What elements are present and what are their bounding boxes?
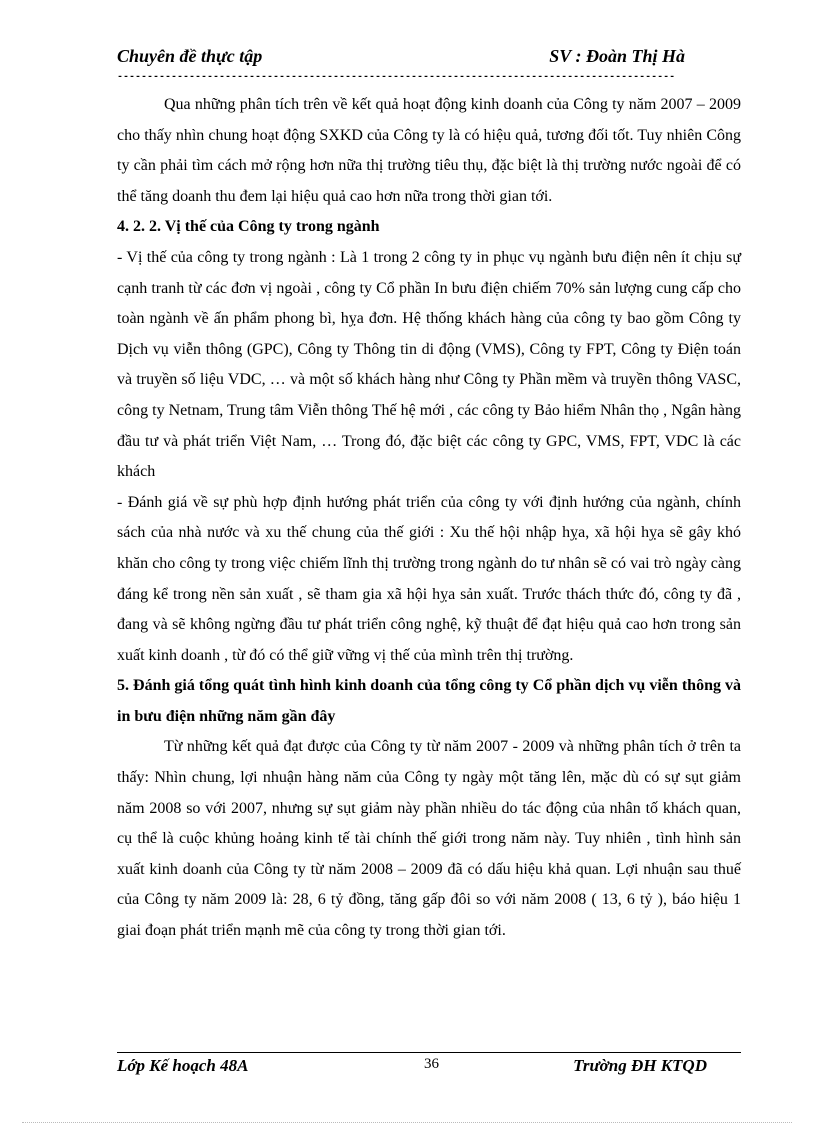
document-page <box>117 46 741 1086</box>
header-title: Chuyên đề thực tập <box>117 46 263 66</box>
footer-rule <box>117 1052 741 1053</box>
page-number: 36 <box>424 1056 439 1072</box>
paragraph-orientation-assessment: - Đánh giá về sự phù hợp định hướng phát triển của công ty với định hướng của ngành, chính sách của nhà nước và xu thế chung của thế giới : Xu thế hội nhập hỵa, xã hội hỵa sẽ gây khó khăn cho công ty trong việc chiếm lĩnh thị trường trong ngành do tư nhân sẽ có vai trò ngày càng đáng kể trong nền sản xuất , sẽ tham gia xã hội hỵa sản xuất. Trước thách thức đó, công ty đã , đang và sẽ không ngừng đầu tư phát triển công nghệ, kỹ thuật để đạt hiệu quả cao hơn trong sản xuất kinh doanh , từ đó có thể giữ vững vị thế của mình trên thị trường. <box>117 493 741 664</box>
section-heading-4-2-2: 4. 2. 2. Vị thế của Công ty trong ngành <box>117 218 380 236</box>
footer-class: Lớp Kế hoạch 48A <box>117 1056 249 1075</box>
page-footer <box>117 1056 707 1078</box>
paragraph-company-position: - Vị thế của công ty trong ngành : Là 1 trong 2 công ty in phục vụ ngành bưu điện nên ít chịu sự cạnh tranh từ các đơn vị ngoài , công ty Cổ phần In bưu điện chiếm 70% sản lượng cung cấp cho toàn ngành về ấn phẩm phong bì, hỵa đơn. Hệ thống khách hàng của công ty bao gồm Công ty Dịch vụ viễn thông (GPC), Công ty Thông tin di động (VMS), Công ty FPT, Công ty Điện toán và truyền số liệu VDC, … và một số khách hàng như Công ty Phần mềm và truyền thông VASC, công ty Netnam, Trung tâm Viễn thông Thế hệ mới , các công ty Bảo hiểm Nhân thọ , Ngân hàng đầu tư và phát triển Việt Nam, … Trong đó, đặc biệt các công ty GPC, VMS, FPT, VDC là các khách <box>117 248 741 481</box>
header-author: SV : Đoàn Thị Hà <box>549 46 685 66</box>
paragraph-overall-assessment: Từ những kết quả đạt được của Công ty từ năm 2007 - 2009 và những phân tích ở trên ta thấy: Nhìn chung, lợi nhuận hàng năm của Công ty ngày một tăng lên, mặc dù có sự sụt giảm năm 2008 so với 2007, nhưng sự sụt giảm này phần nhiều do tác động của nhân tố khách quan, cụ thể là cuộc khủng hoảng kinh tế tài chính thế giới trong năm này. Tuy nhiên , tình hình sản xuất kinh doanh của Công ty từ năm 2008 – 2009 đã có dấu hiệu khả quan. Lợi nhuận sau thuế của Công ty năm 2009 là: 28, 6 tỷ đồng, tăng gấp đôi so với năm 2008 ( 13, 6 tỷ ), báo hiệu 1 giai đoạn phát triển mạnh mẽ của công ty trong thời gian tới. <box>117 738 741 940</box>
page-header <box>117 46 741 72</box>
header-dash-rule: --------------------------------------------------------------------------------------------- <box>117 72 676 83</box>
section-heading-5: 5. Đánh giá tổng quát tình hình kinh doanh của tổng công ty Cổ phần dịch vụ viễn thông và in bưu điện những năm gần đây <box>117 677 741 725</box>
footer-school: Trường ĐH KTQD <box>573 1056 707 1075</box>
document-body <box>117 90 741 947</box>
paragraph-summary: Qua những phân tích trên về kết quả hoạt động kinh doanh của Công ty năm 2007 – 2009 cho thấy nhìn chung hoạt động SXKD của Công ty là có hiệu quả, tương đối tốt. Tuy nhiên Công ty cần phải tìm cách mở rộng hơn nữa thị trường tiêu thụ, đặc biệt là thị trường nước ngoài để có thể tăng doanh thu đem lại hiệu quả cao hơn nữa trong thời gian tới. <box>117 96 741 205</box>
